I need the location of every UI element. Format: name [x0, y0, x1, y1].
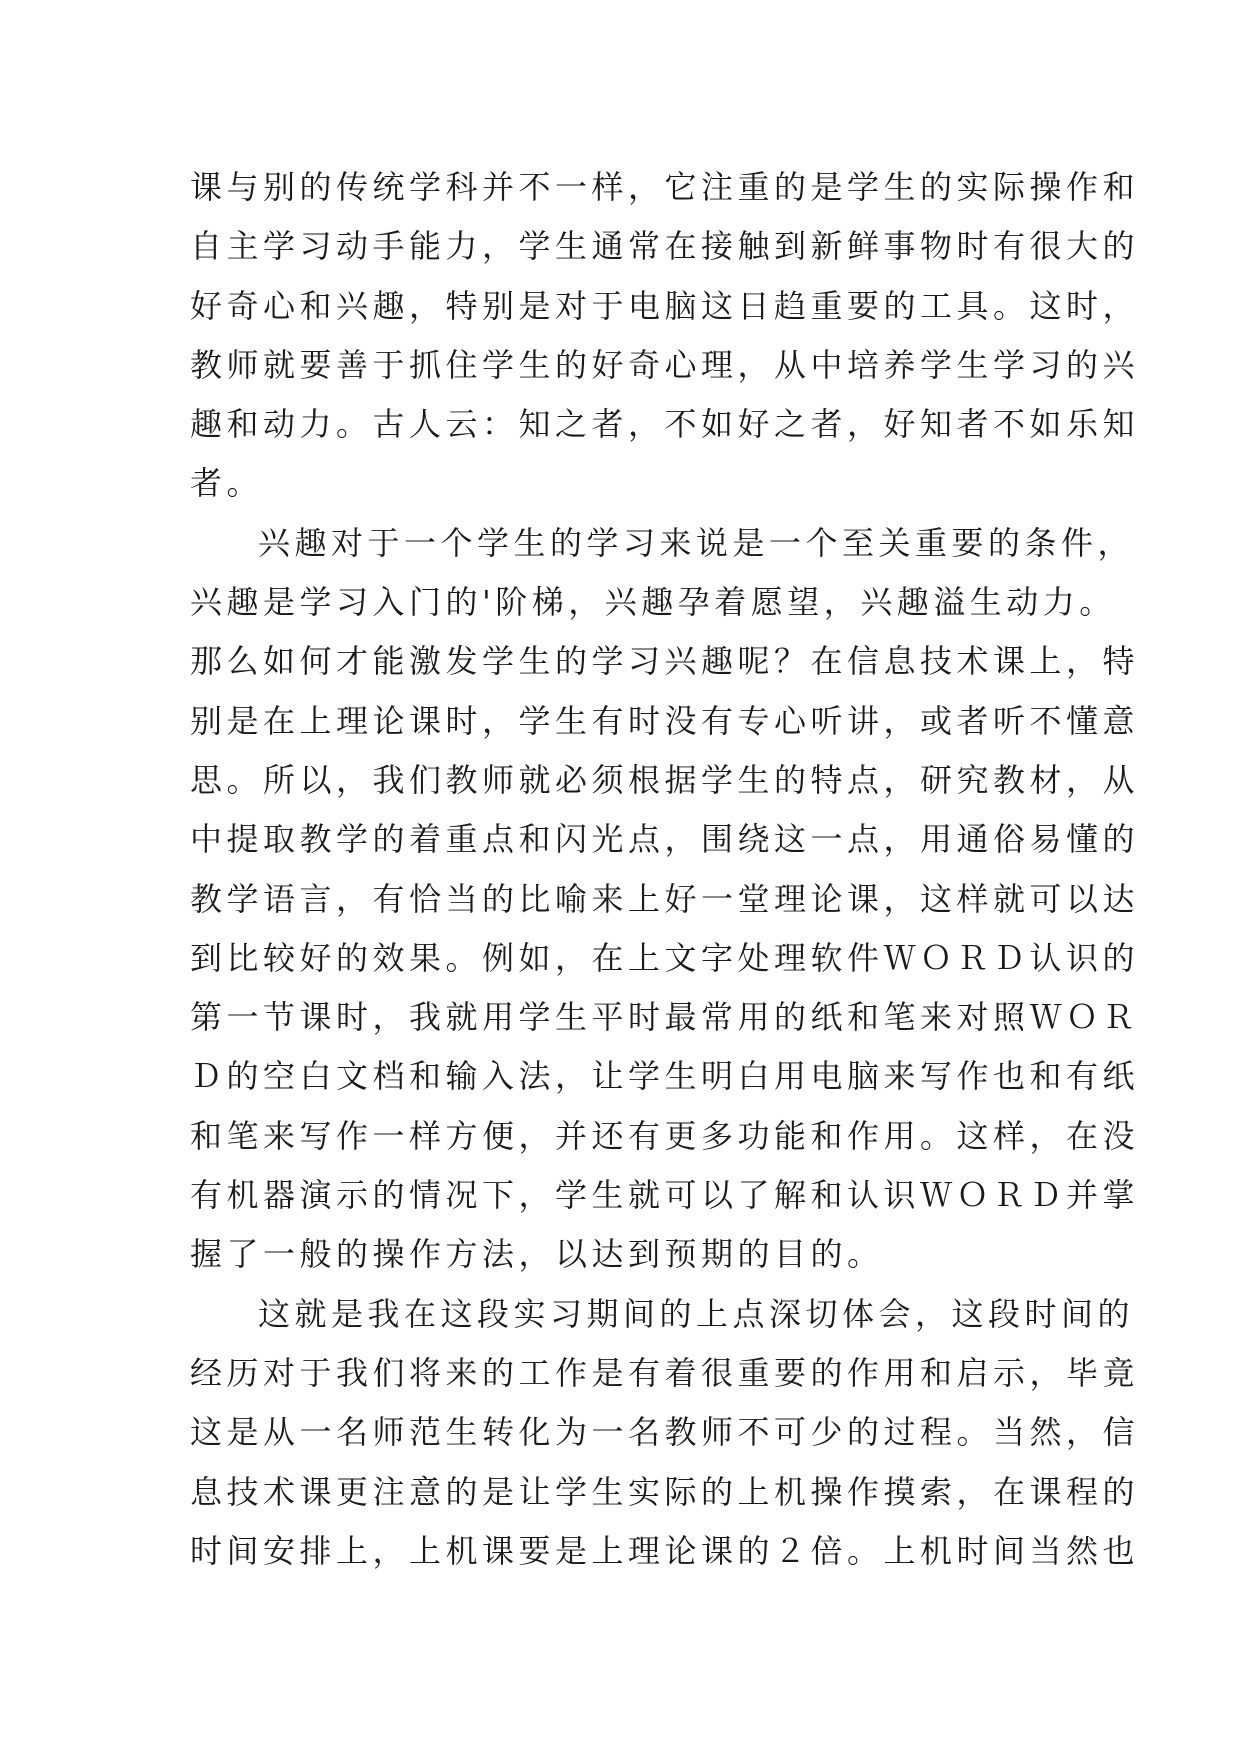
text-line: 息技术课更注意的是让学生实际的上机操作摸索，在课程的: [190, 1472, 1140, 1511]
body-text: [190, 158, 1140, 1581]
text-line: 好奇心和兴趣，特别是对于电脑这日趋重要的工具。这时，: [190, 286, 1140, 325]
text-line: 课与别的传统学科并不一样，它注重的是学生的实际操作和: [190, 168, 1140, 206]
text-line: 到比较好的效果。例如，在上文字处理软件ＷＯＲＤ认识的: [190, 938, 1140, 977]
text-line: 自主学习动手能力，学生通常在接触到新鲜事物时有很大的: [190, 227, 1140, 266]
text-line: 者。: [190, 464, 264, 503]
text-line: 第一节课时，我就用学生平时最常用的纸和笔来对照ＷＯＲ: [190, 998, 1140, 1037]
text-line: 有机器演示的情况下，学生就可以了解和认识ＷＯＲＤ并掌: [190, 1176, 1140, 1215]
paragraph-first-line: 这就是我在这段实习期间的上点深切体会，这段时间的: [258, 1294, 1135, 1333]
text-line: 兴趣是学习入门的'阶梯，兴趣孕着愿望，兴趣溢生动力。: [190, 583, 1116, 622]
text-line: 思。所以，我们教师就必须根据学生的特点，研究教材，从: [190, 760, 1140, 799]
text-line: 别是在上理论课时，学生有时没有专心听讲，或者听不懂意: [190, 701, 1140, 740]
text-line: 这是从一名师范生转化为一名教师不可少的过程。当然，信: [190, 1413, 1140, 1452]
text-line: 那么如何才能激发学生的学习兴趣呢？在信息技术课上，特: [190, 642, 1140, 681]
text-line: 经历对于我们将来的工作是有着很重要的作用和启示，毕竟: [190, 1353, 1140, 1392]
text-line: 握了一般的操作方法，以达到预期的目的。: [190, 1235, 884, 1274]
text-line: Ｄ的空白文档和输入法，让学生明白用电脑来写作也和有纸: [190, 1057, 1140, 1096]
text-line: 中提取教学的着重点和闪光点，围绕这一点，用通俗易懂的: [190, 820, 1140, 859]
text-line: 时间安排上，上机课要是上理论课的２倍。上机时间当然也: [190, 1531, 1140, 1570]
text-line: 教学语言，有恰当的比喻来上好一堂理论课，这样就可以达: [190, 879, 1140, 918]
text-line: 教师就要善于抓住学生的好奇心理，从中培养学生学习的兴: [190, 345, 1140, 384]
paragraph-first-line: 兴趣对于一个学生的学习来说是一个至关重要的条件，: [258, 523, 1135, 562]
text-line: 趣和动力。古人云：知之者，不如好之者，好知者不如乐知: [190, 405, 1140, 444]
text-line: 和笔来写作一样方便，并还有更多功能和作用。这样，在没: [190, 1116, 1140, 1155]
